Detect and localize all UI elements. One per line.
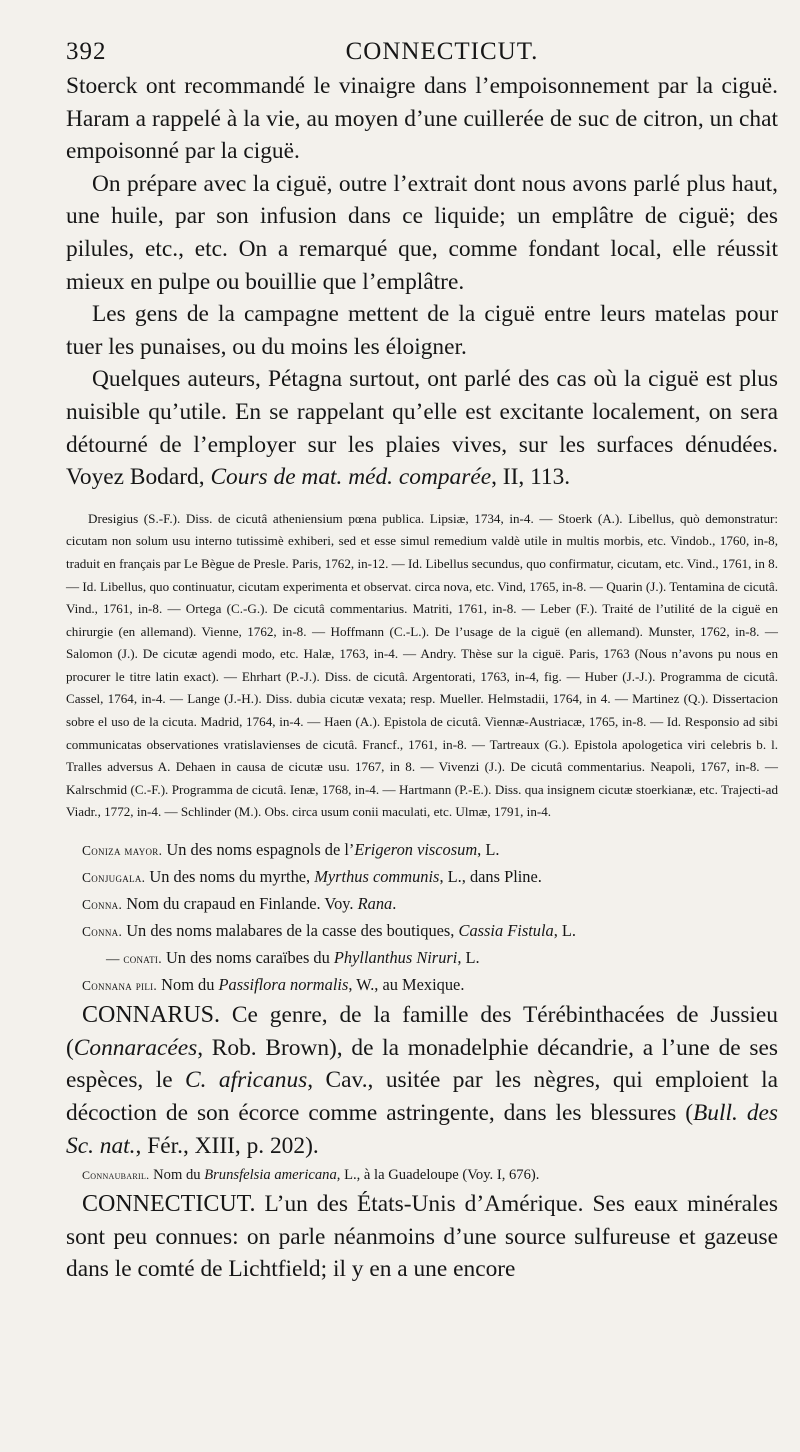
entry-head: — conati. [106, 951, 162, 967]
entry-coniza-mayor: Coniza mayor. Un des noms espagnols de l’Erigeron viscosum, L. [82, 840, 500, 860]
entry-conna-1: Conna. Nom du crapaud en Finlande. Voy. Rana. [82, 894, 397, 914]
entry-conna-2: Conna. Un des noms malabares de la casse des boutiques, Cassia Fistula, L. [82, 921, 577, 941]
entry-connaubaril: Connaubaril. Nom du Brunsfelsia americana, L., à la Guadeloupe (Voy. I, 676). [82, 1167, 540, 1184]
entry-connecticut: CONNECTICUT. L’un des États-Unis d’Amérique. Ses eaux minérales sont peu connues: on parle néanmoins d’une source sulfureuse et gazeuse dans le comté de Lichtfield; il y en a une encore [66, 1191, 778, 1283]
paragraph [66, 363, 778, 493]
entry-head: Conna. [82, 897, 123, 913]
paragraph-text: Quelques auteurs, Pétagna surtout, ont parlé des cas où la ciguë est plus nuisible qu’utile. En se rappelant qu’elle est excitante localement, on sera détourné de l’employer sur les plaies vives, sur les surfaces dénudées. Voyez Bodard, [66, 366, 778, 491]
entry-conna-conati: — conati. Un des noms caraïbes du Phyllanthus Niruri, L. [106, 948, 480, 968]
entry-head: CONNARUS. [82, 1002, 221, 1029]
page-number: 392 [66, 38, 107, 65]
running-title: CONNECTICUT. [345, 38, 539, 65]
bibliography: Dresigius (S.-F.). Diss. de cicutâ atheniensium pœna publica. Lipsiæ, 1734, in-4. — Stoerk (A.). Libellus, quò demonstratur: cicutam non solum usu interno tutissimè exhiberi, sed et esse simul remedium valdè utile in multis morbis, etc. Vindob., 1760, in-8, traduit en français par Le Bègue de Presle. Paris, 1762, in-12. — Id. Libellus secundus, quo confirmatur, cicutam, etc. Vind., 1761, in 8. — Id. Libellus, quo continuatur, cicutam experimenta et observat. circa nova, etc. Vind, 1765, in-8. — Quarin (J.). Tentamina de cicutâ. Vind., 1761, in-8. — Ortega (C.-G.). De cicutâ commentarius. Matriti, 1761, in-8. — Leber (F.). Traité de l’utilité de la ciguë en chirurgie (en allemand). Vienne, 1762, in-8. — Hoffmann (C.-L.). De l’usage de la ciguë (en allemand). Munster, 1762, in-8. — Salomon (J.). De cicutæ agendi modo, etc. Halæ, 1763, in-4. — Andry. Thèse sur la ciguë. Paris, 1763 (Nous n’avons pu nous en procurer le titre latin exact). — Ehrhart (P.-J.). Diss. de cicutâ. Argentorati, 1763, in-4, fig. — Huber (J.-J.). Programma de cicutâ. Cassel, 1764, in-4. — Lange (J.-H.). Diss. dubia cicutæ vexata; resp. Mueller. Helmstadii, 1764, in 4. — Martinez (Q.). Dissertacion sobre el uso de la cicuta. Madrid, 1764, in-4. — Haen (A.). Epistola de cicutâ. Viennæ-Austriacæ, 1765, in-8. — Id. Responsio ad sibi communicatas observationes vratislavienses de cicutâ. Francf., 1761, in-8. — Tartreaux (G.). Epistola apologetica viri celebris b. l. Tralles adversus A. Dehaen in causa de cicutæ usu. 1767, in 8. — Vivenzi (J.). De cicutâ commentarius. Neapoli, 1767, in-8. — Kalrschmid (C.-F.). Programma de cicutâ. Ienæ, 1768, in-4. — Hartmann (P.-E.). Diss. qua insignem cicutæ stoerkianæ, etc. Trajecti-ad Viadr., 1772, in-4. — Schlinder (M.). Obs. circa usum conii maculati, etc. Ulmæ, 1791, in-4. [66, 510, 778, 820]
entry-connarus: CONNARUS. Ce genre, de la famille des Térébinthacées de Jussieu (Connaracées, Rob. Brown), de la monadelphie décandrie, a l’une de ses espèces, le C. africanus, Cav., usitée par les nègres, qui emploient la décoction de son écorce comme astringente, dans les blessures (Bull. des Sc. nat., Fér., XIII, p. 202). [66, 1002, 778, 1159]
entry-head: Connana pili. [82, 978, 158, 994]
citation-title: Cours de mat. méd. comparée [210, 464, 492, 491]
paragraph: Les gens de la campagne mettent de la ciguë entre leurs matelas pour tuer les punaises, ou du moins les éloigner. [66, 301, 778, 360]
entry-head: Conjugala. [82, 870, 146, 886]
dictionary-entries [66, 837, 778, 999]
entry-head: Connaubaril. [82, 1168, 150, 1183]
body-text [66, 70, 778, 494]
entry-connana-pili: Connana pili. Nom du Passiflora normalis, W., au Mexique. [82, 975, 465, 995]
citation-ref: , II, 113. [491, 464, 571, 491]
paragraph: Stoerck ont recommandé le vinaigre dans l’empoisonnement par la ciguë. Haram a rappelé à la vie, au moyen d’une cuillerée de suc de citron, un chat empoisonné par la ciguë. [66, 73, 778, 165]
entry-head: Coniza mayor. [82, 843, 163, 859]
running-head [66, 36, 778, 70]
entry-head: Conna. [82, 924, 123, 940]
entry-conjugala: Conjugala. Un des noms du myrthe, Myrthus communis, L., dans Pline. [82, 867, 542, 887]
paragraph: On prépare avec la ciguë, outre l’extrait dont nous avons parlé plus haut, une huile, par son infusion dans ce liquide; un emplâtre de ciguë; des pilules, etc., etc. On a remarqué que, comme fondant local, elle réussit mieux en pulpe ou bouillie que l’emplâtre. [66, 170, 778, 295]
entry-head: CONNECTICUT. [82, 1191, 256, 1218]
